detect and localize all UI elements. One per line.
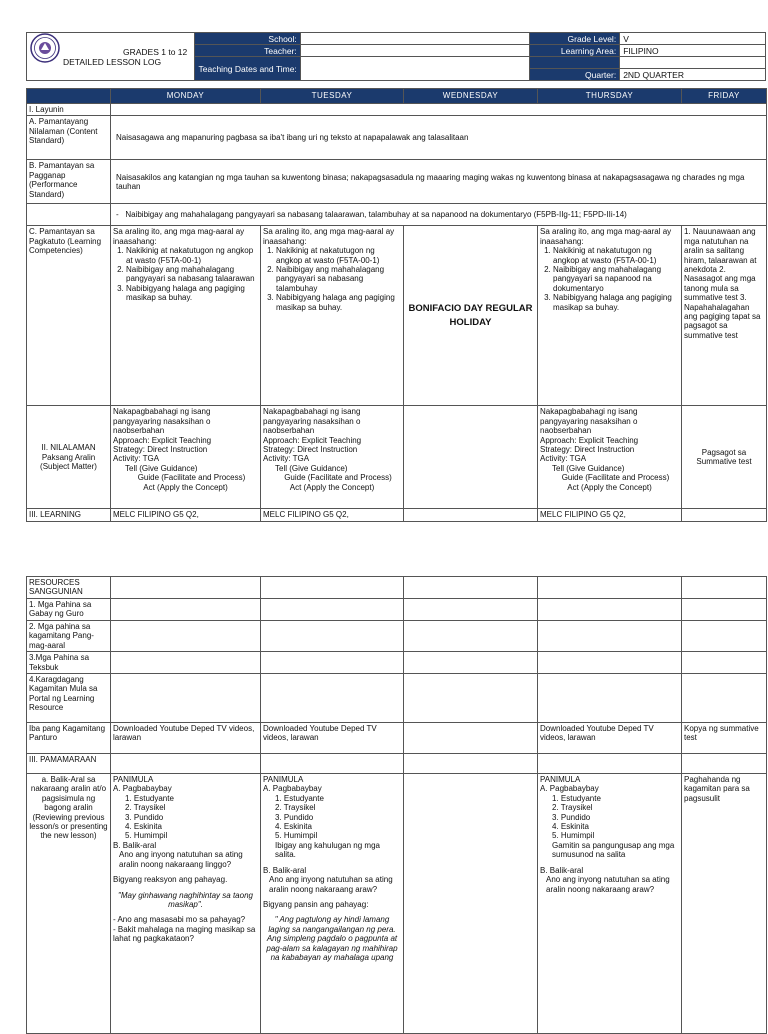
day-tuesday: TUESDAY — [261, 89, 404, 104]
competency-item: 3. Nabibigyang halaga ang pagiging masikap sa buhay. — [276, 293, 401, 312]
performance-standard-text: Naisasakilos ang katangian ng mga tauhan sa kuwentong binasa; nakapagsasadula ng maaaring maging wakas ng kuwentong binasa at nakapagsasagawa ng charades ng mga tauhan — [111, 160, 767, 204]
empty-cell — [404, 754, 538, 774]
act-text: Act (Apply the Concept) — [143, 482, 228, 492]
topic-text: Nakapagbabahagi ng isang pangyayaring nasaksihan o naobserbahan — [263, 407, 361, 436]
resources-label: RESOURCES SANGGUNIAN — [27, 577, 111, 599]
empty-cell — [261, 577, 404, 599]
melc-ref-monday: MELC FILIPINO G5 Q2, — [111, 509, 261, 521]
gamitin-text: Gamitin sa pangungusap ang mga sumusunod na salita — [552, 840, 675, 860]
act-text: Act (Apply the Concept) — [289, 482, 375, 492]
quarter-label: Quarter: — [530, 69, 620, 81]
procedure-friday: Paghahanda ng kagamitan para sa pagsusulit — [682, 774, 767, 1034]
guide-text: Guide (Facilitate and Process) — [284, 473, 392, 483]
melc-ref-thursday: MELC FILIPINO G5 Q2, — [538, 509, 682, 521]
empty-cell — [538, 674, 682, 723]
empty-cell — [682, 652, 767, 674]
empty-cell — [404, 652, 538, 674]
resource-portal-label: 4.Karagdagang Kagamitan Mula sa Portal ng Learning Resource — [27, 674, 111, 723]
teacher-field[interactable] — [300, 45, 530, 57]
school-field[interactable] — [300, 33, 530, 45]
nilalaman-wednesday — [404, 406, 538, 509]
grade-field[interactable]: V — [620, 33, 766, 45]
approach-text: Approach: Explicit Teaching — [263, 435, 362, 445]
nilalaman-monday — [111, 406, 261, 509]
word-item: 4. Eskinita — [552, 822, 589, 832]
question-text: - Ano ang masasabi mo sa pahayag? — [113, 915, 246, 925]
approach-text: Approach: Explicit Teaching — [540, 435, 639, 445]
empty-cell — [538, 599, 682, 621]
area-field[interactable]: FILIPINO — [620, 45, 766, 57]
panimula-heading: PANIMULA — [113, 775, 154, 785]
balik-aral-label: a. Balik-Aral sa nakaraang aralin at/o pagsisimula ng bagong aralin (Reviewing previous lesson/s or presenting the new lesson) — [27, 774, 111, 1034]
empty-cell — [682, 621, 767, 652]
lesson-table-part1 — [26, 88, 767, 522]
word-item: 3. Pundido — [552, 812, 591, 822]
competency-item: 1. Nakikinig at nakatutugon ng angkop at wasto (F5TA-00-1) — [276, 246, 401, 265]
resource-iba-thursday: Downloaded Youtube Deped TV videos, larawan — [538, 723, 682, 754]
word-item: 5. Humimpil — [552, 831, 595, 841]
empty-cell — [261, 754, 404, 774]
competency-item: 2. Naibibigay ang mahahalagang pangyayari sa nabasang talambuhay — [276, 265, 401, 293]
grade-label: Grade Level: — [530, 33, 620, 45]
empty-cell — [111, 652, 261, 674]
nilalaman-label: II. NILALAMAN Paksang Aralin (Subject Matter) — [27, 406, 111, 509]
word-item: 2. Traysikel — [275, 803, 316, 813]
resource-iba-label: Iba pang Kagamitang Panturo — [27, 723, 111, 754]
guide-text: Guide (Facilitate and Process) — [561, 473, 670, 483]
word-item: 3. Pundido — [125, 812, 164, 822]
intro-text: Sa araling ito, ang mga mag-aaral ay inaasahang: — [263, 227, 395, 246]
competency-item: 3. Nabibigyang halaga ang pagiging masikap sa buhay. — [126, 284, 258, 303]
word-item: 4. Eskinita — [275, 822, 312, 832]
layunin-label: I. Layunin — [27, 104, 111, 116]
topic-text: Nakapagbabahagi ng isang pangyayaring nasaksihan o naobserbahan — [540, 407, 638, 436]
guide-text: Guide (Facilitate and Process) — [137, 473, 246, 483]
pagbabaybay-heading: A. Pagbabaybay — [263, 784, 322, 794]
quote-text: "May ginhawang naghihintay sa taong masikap". — [118, 890, 253, 909]
balik-question: Ano ang inyong natutuhan sa ating aralin noong nakaraang araw? — [546, 875, 670, 894]
blank-label — [530, 57, 620, 69]
learning-label: III. LEARNING — [27, 509, 111, 521]
word-item: 1. Estudyante — [275, 793, 324, 803]
empty-cell — [682, 754, 767, 774]
day-monday: MONDAY — [111, 89, 261, 104]
tell-text: Tell (Give Guidance) — [275, 463, 348, 473]
day-header-row — [27, 89, 767, 104]
resource-magaaral-label: 2. Mga pahina sa kagamitang Pang-mag-aaral — [27, 621, 111, 652]
intro-text: Sa araling ito, ang mga mag-aaral ay inaasahang: — [113, 227, 245, 246]
empty-cell — [404, 674, 538, 723]
nilalaman-thursday — [538, 406, 682, 509]
resource-guro-label: 1. Mga Pahina sa Gabay ng Guro — [27, 599, 111, 621]
act-text: Act (Apply the Concept) — [567, 482, 652, 492]
performance-standard-label: B. Pamantayan sa Pagganap (Performance Standard) — [27, 160, 111, 204]
balik-heading: B. Balik-aral — [113, 840, 157, 850]
activity-text: Activity: TGA — [263, 454, 310, 464]
competencies-friday: 1. Nauunawaan ang mga natutuhan na aralin sa salitang hiram, talaarawan at anekdota 2. Nasasagot ang mga tanong mula sa summative test 3. Napahahalagahan ang pagiging tapat sa pagsagot sa summative test — [682, 226, 767, 406]
empty-cell — [538, 577, 682, 599]
strategy-text: Strategy: Direct Instruction — [540, 445, 635, 455]
empty-cell — [682, 674, 767, 723]
kahulugan-text: Ibigay ang kahulugan ng mga salita. — [275, 840, 380, 860]
school-label: School: — [194, 33, 300, 45]
competency-item: 2. Naibibigay ang mahahalagang pangyayari sa napanood na dokumentaryo — [553, 265, 679, 293]
resource-iba-tuesday: Downloaded Youtube Deped TV videos, larawan — [261, 723, 404, 754]
strategy-text: Strategy: Direct Instruction — [113, 445, 208, 455]
strategy-text: Strategy: Direct Instruction — [263, 445, 358, 455]
melc-ref-wednesday — [404, 509, 538, 521]
quarter-field[interactable]: 2ND QUARTER — [620, 69, 766, 81]
resource-iba-wednesday — [404, 723, 538, 754]
area-label: Learning Area: — [530, 45, 620, 57]
resource-teksbuk-label: 3.Mga Pahina sa Teksbuk — [27, 652, 111, 674]
competency-item: 3. Nabibigyang halaga ang pagiging masikap sa buhay. — [553, 293, 679, 312]
empty-cell — [111, 599, 261, 621]
word-item: 2. Traysikel — [552, 803, 593, 813]
word-item: 5. Humimpil — [275, 831, 318, 841]
activity-text: Activity: TGA — [540, 454, 587, 464]
pansin-text: Bigyang pansin ang pahayag: — [263, 899, 369, 909]
word-item: 2. Traysikel — [125, 803, 166, 813]
word-item: 1. Estudyante — [125, 793, 174, 803]
balik-question: Ano ang inyong natutuhan sa ating aralin noong nakaraang araw? — [269, 875, 393, 894]
empty-cell — [261, 674, 404, 723]
day-thursday: THURSDAY — [538, 89, 682, 104]
content-standard-label: A. Pamantayang Nilalaman (Content Standard) — [27, 116, 111, 160]
melc-ref-friday — [682, 509, 767, 521]
layunin-cell — [111, 104, 767, 116]
topic-text: Nakapagbabahagi ng isang pangyayaring nasaksihan o naobserbahan — [113, 407, 211, 436]
intro-text: Sa araling ito, ang mga mag-aaral ay inaasahang: — [540, 227, 672, 246]
competencies-label: C. Pamantayan sa Pagkatuto (Learning Competencies) — [27, 226, 111, 406]
resource-iba-monday: Downloaded Youtube Deped TV videos, larawan — [111, 723, 261, 754]
procedure-thursday — [538, 774, 682, 1034]
balik-heading: B. Balik-aral — [540, 865, 584, 875]
corner-cell — [27, 89, 111, 104]
day-friday: FRIDAY — [682, 89, 767, 104]
procedure-monday — [111, 774, 261, 1034]
content-standard-text: Naisasagawa ang mapanuring pagbasa sa iba't ibang uri ng teksto at napapalawak ang talasalitaan — [111, 116, 767, 160]
dates-label: Teaching Dates and Time: — [194, 57, 300, 81]
empty-cell — [111, 577, 261, 599]
empty-cell — [404, 577, 538, 599]
holiday-cell: BONIFACIO DAY REGULAR HOLIDAY — [404, 226, 538, 406]
empty-cell — [111, 674, 261, 723]
panimula-heading: PANIMULA — [263, 775, 304, 785]
empty-cell — [111, 754, 261, 774]
empty-cell — [682, 577, 767, 599]
empty-cell — [682, 599, 767, 621]
word-item: 4. Eskinita — [125, 822, 162, 832]
header-table — [26, 32, 766, 81]
melc-label-cell — [27, 204, 111, 226]
word-item: 1. Estudyante — [552, 793, 601, 803]
balik-question: Ano ang inyong natutuhan sa ating aralin noong nakaraang linggo? — [119, 850, 243, 869]
panimula-heading: PANIMULA — [540, 775, 581, 785]
title-line1: GRADES 1 to 12 — [123, 46, 188, 57]
procedure-tuesday — [261, 774, 404, 1034]
empty-cell — [261, 621, 404, 652]
competency-item: 1. Nakikinig at nakatutugon ng angkop at wasto (F5TA-00-1) — [126, 246, 258, 265]
quote-text: " Ang pagtulong ay hindi lamang laging sa nangangailangan ng pera. Ang simpleng pagdalo o pagpunta at pag-alam sa kalagayan ng mahihirap na kababayan ay mahalaga upang — [266, 915, 398, 962]
tell-text: Tell (Give Guidance) — [552, 463, 625, 473]
pamamaraan-label: III. PAMAMARAAN — [27, 754, 111, 774]
competency-item: 2. Naibibigay ang mahahalagang pangyayari sa nabasang talaarawan — [126, 265, 258, 284]
pagbabaybay-heading: A. Pagbabaybay — [540, 784, 599, 794]
pagbabaybay-heading: A. Pagbabaybay — [113, 784, 172, 794]
empty-cell — [111, 621, 261, 652]
question-text: - Bakit mahalaga na maging masikap sa lahat ng pagkakataon? — [113, 924, 256, 944]
teacher-label: Teacher: — [194, 45, 300, 57]
word-item: 3. Pundido — [275, 812, 314, 822]
melc-row: - Naibibigay ang mahahalagang pangyayari sa nabasang talaarawan, talambuhay at sa napanood na dokumentaryo (F5PB-IIg-11; F5PD-IIi-14) — [111, 204, 767, 226]
procedure-wednesday — [404, 774, 538, 1034]
word-item: 5. Humimpil — [125, 831, 168, 841]
melc-ref-tuesday: MELC FILIPINO G5 Q2, — [261, 509, 404, 521]
empty-cell — [538, 652, 682, 674]
title-cell — [27, 33, 195, 81]
competency-item: 1. Nakikinig at nakatutugon ng angkop at wasto (F5TA-00-1) — [553, 246, 679, 265]
nilalaman-tuesday — [261, 406, 404, 509]
approach-text: Approach: Explicit Teaching — [113, 435, 212, 445]
empty-cell — [538, 754, 682, 774]
competencies-monday — [111, 226, 261, 406]
tell-text: Tell (Give Guidance) — [125, 463, 198, 473]
day-wednesday: WEDNESDAY — [404, 89, 538, 104]
empty-cell — [404, 621, 538, 652]
balik-heading: B. Balik-aral — [263, 865, 307, 875]
dates-field[interactable] — [300, 57, 530, 81]
melc-text: Naibibigay ang mahahalagang pangyayari sa nabasang talaarawan, talambuhay at sa napanood na dokumentaryo (F5PB-IIg-11; F5PD-IIi-14) — [125, 210, 627, 220]
title-line2: DETAILED LESSON LOG — [63, 56, 162, 67]
activity-text: Activity: TGA — [113, 454, 160, 464]
empty-cell — [538, 621, 682, 652]
reaksyon-text: Bigyang reaksyon ang pahayag. — [113, 875, 228, 885]
empty-cell — [404, 599, 538, 621]
resource-iba-friday: Kopya ng summative test — [682, 723, 767, 754]
empty-cell — [261, 599, 404, 621]
competencies-thursday — [538, 226, 682, 406]
nilalaman-friday: Pagsagot sa Summative test — [682, 406, 767, 509]
empty-cell — [261, 652, 404, 674]
blank-field — [620, 57, 766, 69]
lesson-table-part2 — [26, 576, 767, 1034]
competencies-tuesday — [261, 226, 404, 406]
